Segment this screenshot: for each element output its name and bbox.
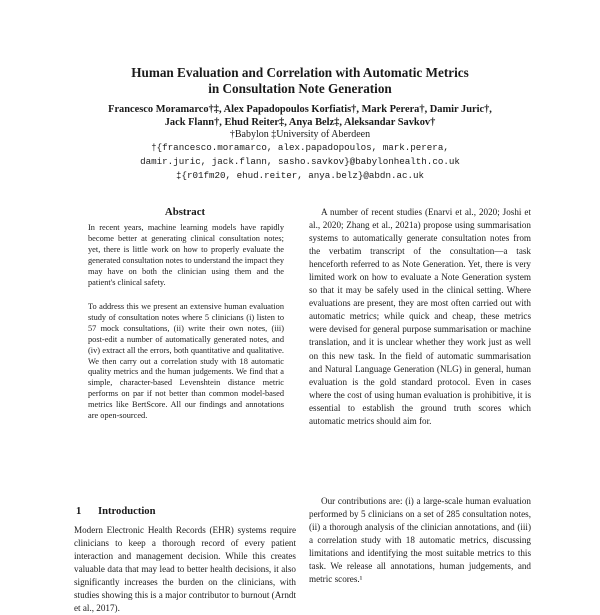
abstract-paragraph-1: In recent years, machine learning models have rapidly become better at generating clinical consultation notes; yet, there is little work on how to properly evaluate the generated consultation notes to understand the impact they may have on both the clinician using them and the patient's clinical safety. [88, 223, 284, 287]
introduction-heading [76, 506, 156, 517]
affiliation: †Babylon ‡University of Aberdeen [229, 129, 371, 140]
email-line-3: ‡{r01fm20, ehud.reiter, anya.belz}@abdn.ac.uk [175, 170, 425, 181]
paper-title-line-1: Human Evaluation and Correlation with Automatic Metrics [131, 65, 469, 80]
abstract-paragraph-2: To address this we present an extensive human evaluation study of consultation notes where 5 clinicians (i) listen to 57 mock consultations, (ii) write their own notes, (iii) post-edit a number of automatically generated notes, and (iv) extract all the errors, both quantitative and qualitative. We then carry out a correlation study with 18 automatic quality metrics and the human judgements. We find that a simple, character-based Levenshtein distance metric performs on par if not better than common model-based metrics like BertScore. All our findings and annotations are open-sourced. [88, 302, 284, 421]
section-number: 1 [76, 506, 82, 517]
paper-title-line-2: in Consultation Note Generation [208, 81, 392, 96]
introduction-paragraph-1: Modern Electronic Health Records (EHR) systems require clinicians to keep a thorough record of every patient interaction and management decision. While this creates valuable data that may lead to better health decisions, it also significantly increases the burden on the clinicians, with studies showing this is a major contributor to burnout (Arndt et al., 2017). [74, 525, 296, 614]
email-line-1: †{francesco.moramarco, alex.papadopoulos, mark.perera, [151, 142, 449, 153]
authors-line-2: Jack Flann†, Ehud Reiter‡, Anya Belz‡, Aleksandar Savkov† [164, 117, 436, 128]
right-paragraph-2: Our contributions are: (i) a large-scale human evaluation performed by 5 clinicians on a set of 285 consultation notes, (ii) a thorough analysis of the clinician annotations, and (iii) a correlation study with 18 automatic metrics, discussing limitations and identifying the most suitable metrics to this task. We release all annotations, human judgements, and metric scores.¹ [309, 496, 531, 585]
email-line-2: damir.juric, jack.flann, sasho.savkov}@babylonhealth.co.uk [140, 156, 460, 167]
right-paragraph-1: A number of recent studies (Enarvi et al., 2020; Joshi et al., 2020; Zhang et al., 2021a) propose using summarisation systems to automatically generate consultation notes from the verbatim transcript of the consultation—a task henceforth referred to as Note Generation. Yet, there is very limited work on how to evaluate a Note Generation system so that it may be safely used in the clinical setting. Where evaluations are present, they are most often carried out with automatic metrics; while quick and cheap, these metrics were devised for general purpose summarisation or machine translation, and it is unclear whether they work just as well on this new task. In the field of automatic summarisation and Natural Language Generation (NLG) in general, human evaluation is the gold standard protocol. Even in cases where the cost of using human evaluation is prohibitive, it is essential to establish the ground truth scores which automatic metrics should aim for. [309, 207, 531, 426]
section-title: Introduction [98, 506, 156, 517]
abstract-heading: Abstract [164, 206, 206, 218]
authors-line-1: Francesco Moramarco†‡, Alex Papadopoulos Korfiatis†, Mark Perera†, Damir Juric†, [108, 104, 492, 115]
